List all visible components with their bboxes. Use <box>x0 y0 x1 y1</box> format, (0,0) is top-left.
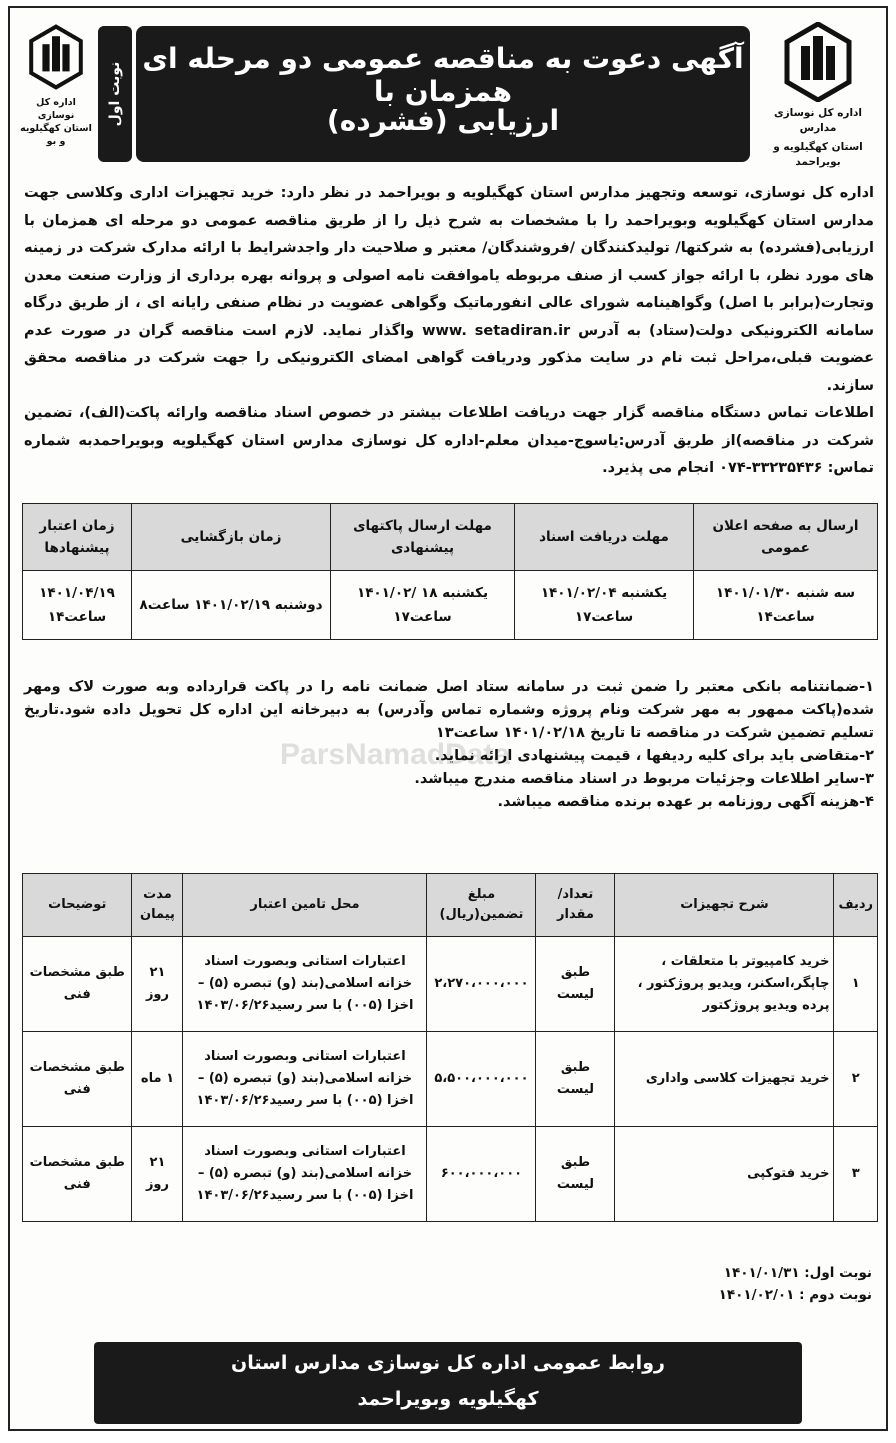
schedule-cell: سه شنبه ۱۴۰۱/۰۱/۳۰ ساعت۱۴ <box>694 571 878 640</box>
items-header-cell: مدت پیمان <box>132 874 183 937</box>
item-cell: خرید تجهیزات کلاسی واداری <box>615 1032 834 1127</box>
note-item: ۱-ضمانتنامه بانکی معتبر را ضمن ثبت در سامانه ستاد اصل ضمانت نامه را در پاکت قرارداده وبه صورت لاک ومهر شده(پاکت ممهور به مهر شرکت ونام پروژه وشماره تماس وآدرس) به دبیرخانه این اداره کل تحویل داده شود.تاریخ تسلیم تضمین شرکت در مناقصه تا تاریخ ۱۴۰۱/۰۲/۱۸ ساعت۱۳ <box>24 679 874 741</box>
schedule-cell: یکشنبه ۱۴۰۱/۰۲/۰۴ ساعت۱۷ <box>515 571 694 640</box>
item-cell: ۲۱ روز <box>132 1127 183 1222</box>
emblem-icon <box>783 22 853 102</box>
items-header-cell: تعداد/مقدار <box>536 874 615 937</box>
org-name-right-1: اداره کل نوسازی مدارس <box>773 107 863 134</box>
footer-banner <box>94 1342 802 1424</box>
item-cell: طبق لیست <box>536 1127 615 1222</box>
intro-text <box>24 180 874 483</box>
item-cell: ۶۰۰،۰۰۰،۰۰۰ <box>427 1127 536 1222</box>
item-cell: ۱ <box>834 937 878 1032</box>
items-header-cell: ردیف <box>834 874 878 937</box>
item-cell: ۲ <box>834 1032 878 1127</box>
title-line-1: آگهی دعوت به مناقصه عمومی دو مرحله ای همزمان با <box>142 42 744 108</box>
note-item: ۴-هزینه آگهی روزنامه بر عهده برنده مناقصه میباشد. <box>497 794 874 810</box>
items-table <box>22 873 878 1222</box>
item-cell: طبق مشخصات فنی <box>23 1032 132 1127</box>
item-cell: خرید کامپیوتر با متعلقات ، چاپگر،اسکنر، ویدیو پروژکتور ، پرده ویدیو پروژکتور <box>615 937 834 1032</box>
item-cell: طبق مشخصات فنی <box>23 937 132 1032</box>
item-cell: ۵،۵۰۰،۰۰۰،۰۰۰ <box>427 1032 536 1127</box>
schedule-header-cell: زمان اعتبار پیشنهادها <box>23 504 132 571</box>
item-cell: خرید فتوکپی <box>615 1127 834 1222</box>
publication-badge-label: نوبت اول <box>107 61 123 127</box>
footer-line-1: روابط عمومی اداره کل نوسازی مدارس استان <box>231 1352 665 1374</box>
footer-line-2: کهگیلویه وبویراحمد <box>357 1388 539 1410</box>
publication-dates <box>719 1262 872 1306</box>
watermark: ParsNamadData <box>280 738 511 771</box>
item-cell: اعتبارات استانی وبصورت اسناد خزانه اسلامی(بند (و) تبصره (۵) – اخزا (۰۰۵) با سر رسید۱۴۰۳/۰۶/۲۶ <box>183 937 427 1032</box>
item-cell: اعتبارات استانی وبصورت اسناد خزانه اسلامی(بند (و) تبصره (۵) – اخزا (۰۰۵) با سر رسید۱۴۰۳/۰۶/۲۶ <box>183 1032 427 1127</box>
items-header-cell: شرح تجهیزات <box>615 874 834 937</box>
schedule-header-cell: مهلت ارسال پاکتهای پیشنهادی <box>331 504 515 571</box>
org-name-right-2: استان کهگیلویه و بویراحمد <box>773 141 863 168</box>
item-cell: طبق لیست <box>536 937 615 1032</box>
note-item: ۲-متقاضی باید برای کلیه ردیفها ، قیمت پیشنهادی ارائه نماید. <box>434 748 874 764</box>
note-item: ۳-سایر اطلاعات وجزئیات مربوط در اسناد مناقصه مندرج میباشد. <box>414 771 874 787</box>
item-cell: ۱ ماه <box>132 1032 183 1127</box>
notice-header <box>18 18 878 168</box>
table-row <box>23 937 878 1032</box>
table-row <box>23 1127 878 1222</box>
org-name-left-1: اداره کل نوسازی <box>36 97 76 121</box>
publication-badge <box>98 26 132 162</box>
emblem-icon <box>28 22 84 92</box>
org-logo-right <box>758 22 878 170</box>
org-name-left-2: استان کهگیلویه و بو <box>20 123 92 147</box>
intro-paragraph-1: اداره کل نوسازی، توسعه وتجهیز مدارس استان کهگیلویه و بویراحمد در نظر دارد: خرید تجهیزات اداری وکلاسی جهت مدارس استان کهگیلویه وبویراحمد را با مشخصات به شرح ذیل را از طریق مناقصه عمومی دو مرحله ای همزمان با ارزیابی(فشرده) به شرکتها/ تولیدکنندگان /فروشندگان/ معتبر و صلاحیت دار واجدشرایط با ارائه مدارک شرکت در زمینه های مورد نظر، با ارائه جواز کسب از صنف مربوطه یاموافقت نامه اصولی و پروانه بهره برداری از وزارت صنعت معدن وتجارت(برابر با اصل) وگواهینامه شورای عالی انفورماتیک وگواهی عضویت در نظام صنفی رایانه ای ، از طریق درگاه سامانه الکترونیکی دولت(ستاد) به آدرس www. setadiran.ir واگذار نماید. لازم است مناقصه گران در صورت عدم عضویت قبلی،مراحل ثبت نام در سایت مذکور ودریافت گواهی امضای الکترونیکی را جهت شرکت در مناقصه محقق سازند. <box>24 185 874 394</box>
schedule-header-cell: ارسال به صفحه اعلان عمومی <box>694 504 878 571</box>
publication-second: نوبت دوم : ۱۴۰۱/۰۲/۰۱ <box>718 1287 872 1303</box>
items-header-cell: محل تامین اعتبار <box>183 874 427 937</box>
tender-notice <box>8 6 888 1431</box>
publication-first: نوبت اول: ۱۴۰۱/۰۱/۳۱ <box>723 1265 872 1281</box>
table-row <box>23 1032 878 1127</box>
item-cell: طبق لیست <box>536 1032 615 1127</box>
schedule-cell: ۱۴۰۱/۰۴/۱۹ ساعت۱۴ <box>23 571 132 640</box>
item-cell: ۲،۲۷۰،۰۰۰،۰۰۰ <box>427 937 536 1032</box>
title-banner <box>136 26 750 162</box>
item-cell: طبق مشخصات فنی <box>23 1127 132 1222</box>
items-header-row <box>23 874 878 937</box>
item-cell: ۳ <box>834 1127 878 1222</box>
item-cell: اعتبارات استانی وبصورت اسناد خزانه اسلامی(بند (و) تبصره (۵) – اخزا (۰۰۵) با سر رسید۱۴۰۳/۰۶/۲۶ <box>183 1127 427 1222</box>
schedule-header-row <box>23 504 878 571</box>
schedule-header-cell: زمان بازگشایی <box>132 504 331 571</box>
title-line-2: ارزیابی (فشرده) <box>326 104 560 137</box>
schedule-cell: یکشنبه ۱۸ /۱۴۰۱/۰۲ ساعت۱۷ <box>331 571 515 640</box>
schedule-table <box>22 503 878 640</box>
table-row <box>23 571 878 640</box>
notes-list <box>24 676 874 814</box>
items-header-cell: توضیحات <box>23 874 132 937</box>
schedule-header-cell: مهلت دریافت اسناد <box>515 504 694 571</box>
org-logo-left <box>18 22 94 148</box>
schedule-cell: دوشنبه ۱۴۰۱/۰۲/۱۹ ساعت۸ <box>132 571 331 640</box>
intro-paragraph-2: اطلاعات تماس دستگاه مناقصه گزار جهت دریافت اطلاعات بیشتر در خصوص اسناد مناقصه وارائه پاکت(الف)، تضمین شرکت در مناقصه)از طریق آدرس:یاسوج-میدان معلم-اداره کل نوسازی مدارس استان کهگیلویه وبویراحمدبه شماره تماس: ۳۳۲۳۵۴۳۶-۰۷۴ انجام می پذیرد. <box>24 405 874 476</box>
items-header-cell: مبلغ تضمین(ریال) <box>427 874 536 937</box>
item-cell: ۲۱ روز <box>132 937 183 1032</box>
